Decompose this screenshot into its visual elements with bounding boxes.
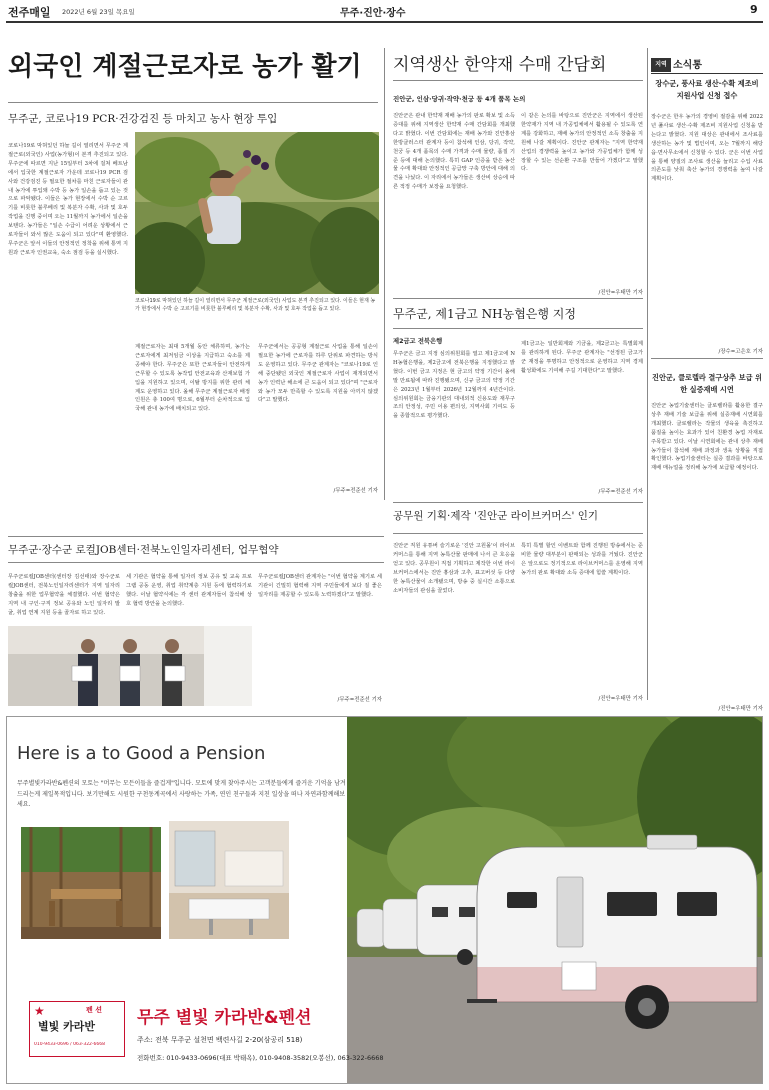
section-name: 무주·진안·장수 [340,8,406,19]
lead-headline: 외국인 계절근로자로 농가 활기 [8,52,362,82]
sidebar-tag: 지역 [651,58,671,72]
ad-deck-photo [21,827,161,939]
sidebar-title: 소식통 [673,60,702,71]
ad-business-name: 무주 별빛 카라반&펜션 [137,1008,312,1028]
job-col2: 세 기관은 협약을 통해 일자리 정보 공유 및 교육 프로그램 공동 운영, 취업 취약계층 지원 등에 협력하기로 했다. 이날 협약식에는 각 센터 관계자들이 참석해 상호 협력 방안을 논의했다. [126,574,252,607]
lead-subhead: 무주군, 코로나19 PCR·건강검진 등 마치고 농사 현장 투입 [8,113,278,125]
nh-col1: 무주군은 금고 지정 심의위원회를 열고 제1금고에 NH농협은행을, 제2금고에 전북은행을 지정했다고 밝혔다. 이번 금고 지정은 현 금고의 약정 기간이 올해 말 만료됨에 따라 진행됐으며, 신규 금고의 약정 기간은 2023년 1월부터 2026년 12월까지 4년간이다. 심의위원회는 금융기관의 대내외적 신용도와 재무구조의 안정성, 주민 이용 편의성, 지역사회 기여도 등을 종합적으로 평가했다. [393,351,515,420]
herbal-byline: /진안=우태만 기자 [598,290,643,296]
job-byline: /무주=전준선 기자 [337,697,382,703]
live-rule [393,533,643,534]
ad-logo-main: 별빛 카라반 [38,1020,95,1033]
newspaper-name: 전주매일 [8,6,51,19]
ad-logo-star-icon: ★ [34,1004,45,1018]
nh-byline: /무주=전준선 기자 [598,489,643,495]
sidebar-item-divider [651,358,763,359]
lead-col1: 코로나19로 막혀있던 하늘 길이 열리면서 무주군 계절근로(외국인) 사업(농가형)이 본격 추진되고 있다. 무주군에 따르면 지난 15일부터 3차에 걸쳐 베트남에서 입국한 계절근로자 가운데 코로나19 PCR 검사와 건강검진 등 필요한 절차를 마친 근로자들이 관내 농가에 투입돼 수박 등 농가 일손을 돕고 있는 것으로 파악됐다. 이들은 농가 현장에서 수박 순 고르기를 비롯한 블루베리 및 복분자 수확, 사과 및 호두 작업을 진행 중이며 오는 11월까지 농가에서 일손을 보탠다. 농가들은 "일손 수급이 어려운 상황에서 근로자들이 와서 많은 도움이 되고 있다"며 환영했다. 무주군은 앞서 이들의 안정적인 정착을 위해 통역 지원과 근로자 인권교육, 숙소 점검 등을 실시했다. [8,143,128,256]
job-top-rule [8,536,384,537]
ad-caravan-photo [347,717,763,1083]
ad-slogan: Here is a to Good a Pension [17,743,266,764]
ad-intro: 무주별빛카라반&펜션의 모토는 "머무는 모든이들을 즐겁게"입니다. 모토에 맞게 찾아주시는 고객분들에게 즐거운 기억을 남겨드리는게 제일목적입니다. 보기만해도 시원한 구천동계곡에서 사랑하는 가족, 연인 친구들과 지친 일상을 떠나 자연과함께해보세요. [17,780,346,808]
job-photo [8,626,252,706]
live-byline: /진안=우태만 기자 [598,696,643,702]
job-headline: 무주군·장수군 로컬JOB센터·전북노인일자리센터, 업무협약 [8,544,279,556]
masthead [0,0,769,22]
sidebar-item2-byline: /진안=우태만 기자 [718,706,763,712]
herbal-col1: 진안군은 관내 한약재 재배 농가의 판로 확보 및 소득 증대를 위해 지역생산 한약재 수매 간담회를 개최했다고 밝혔다. 이번 간담회에는 재배 농가와 진안홍삼한방클러스터 관계자 등이 참석해 인삼, 당귀, 작약, 천궁 등 4개 품목의 수매 가격과 수매 물량, 품질 기준 등에 대해 논의했다. 특히 GAP 인증을 받은 농산물 수매 확대와 안정적인 공급망 구축 방안에 대해 의견을 나눴다. 이 자리에서 농가들은 생산비 상승에 따른 적정 수매가 보장을 요청했다. [393,113,515,191]
nh-col2: 제1금고는 일반회계와 기금을, 제2금고는 특별회계를 관리하게 된다. 무주군 관계자는 "선정된 금고가 군 재정을 투명하고 안정적으로 운영하고 지역 경제 활성화에도 기여해 주길 기대한다"고 말했다. [521,341,643,374]
sidebar-item2-headline: 진안군, 클로렐라 결구상추 보급 위한 실증재배 시연 [652,373,762,394]
ad-phone: 전화번호: 010-9433-0696(대표 박태옥), 010-9408-3582(오봉선), 063-322-6668 [137,1054,384,1062]
lead-photo-caption: 코로나19로 막혀있던 하늘 길이 열리면서 무주군 계절근로(외국인) 사업도 본격 추진되고 있다. 이들은 현재 농가 현장에서 수박 순 고르기를 비롯한 블루베리 및 복분자 수확, 사과 및 호두 작업을 돕고 있다. [135,298,376,313]
herbal-rule [393,80,643,81]
live-col2: 특히 특별 할인 이벤트와 함께 진행된 방송에서는 준비한 물량 대부분이 판매되는 성과를 거뒀다. 진안군은 앞으로도 정기적으로 라이브커머스를 운영해 지역 농가의 판로 확대와 소득 증대에 힘쓸 계획이다. [521,543,643,576]
issue-date: 2022년 6월 23일 목요일 [62,8,135,16]
lead-col2: 계절근로자는 최대 5개월 동안 체류하며, 농가는 근로자에게 최저임금 이상을 지급하고 숙소를 제공해야 한다. 무주군은 또한 근로자들이 안전하게 근무할 수 있도록 농작업 안전교육과 산재보험 가입을 지원하고 있으며, 이탈 방지를 위한 관리 체계도 운영하고 있다. 올해 무주군 계절근로자 배정 인원은 총 100여 명으로, 6월부터 순차적으로 입국해 관내 농가에 배치되고 있다. [135,344,250,413]
job-col1: 무주군로컬JOB센터(센터장 김선태)와 장수군로컬JOB센터, 전북노인일자리센터가 지역 일자리 창출을 위한 업무협약을 체결했다. 이번 협약은 지역 내 구인·구직 정보 공유와 노인 일자리 발굴, 취업 연계 지원 등을 골자로 하고 있다. [8,574,120,616]
job-col3: 무주군로컬JOB센터 관계자는 "이번 협약을 계기로 세 기관이 긴밀히 협력해 지역 주민들에게 보다 질 좋은 일자리를 제공할 수 있도록 노력하겠다"고 말했다. [258,574,382,598]
lead-byline: /무주=전준선 기자 [333,488,378,494]
sidebar-item1-byline: /장수=고은호 기자 [718,349,763,355]
masthead-rule [6,21,763,23]
herbal-bottom-rule [393,298,643,299]
ad-logo-phone: 010-9433-0696 / 063-322-6668 [34,1042,105,1047]
nh-bottom-rule [393,502,643,503]
live-col1: 진안군 직원 유튜버 슬기로운 '진안 고원몰'이 라이브커머스를 통해 지역 농특산물 판매에 나서 큰 호응을 얻고 있다. 공무원이 직접 기획하고 제작한 이번 라이브커머스에서는 진안 홍삼과 고추, 표고버섯 등 다양한 농특산물이 소개됐으며, 방송 중 실시간 소통으로 소비자들의 관심을 끌었다. [393,543,515,594]
ad-logo-top: 펜 션 [86,1006,102,1014]
lead-col3: 무주군에서는 공공형 계절근로 사업을 통해 일손이 필요한 농가에 근로자를 하루 단위로 파견하는 방식도 운영하고 있다. 무주군 관계자는 "코로나19로 인해 중단됐던 외국인 계절근로자 사업이 재개되면서 농가 인력난 해소에 큰 도움이 되고 있다"며 "근로자와 농가 모두 만족할 수 있도록 지원을 아끼지 않겠다"고 말했다. [258,344,378,404]
col-divider-right [647,48,648,700]
nh-rule [393,328,643,329]
ad-interior-photo [169,821,289,939]
lead-photo [135,132,379,294]
herbal-col2: 이 같은 논의를 바탕으로 진안군은 지역에서 생산된 한약재가 지역 내 가공업체에서 활용될 수 있도록 연계를 강화하고, 재배 농가의 안정적인 소득 창출을 지원해 나갈 계획이다. 진안군 관계자는 "지역 한약재 산업의 경쟁력을 높이고 농가와 가공업체가 함께 성장할 수 있는 선순환 구조를 만들어 가겠다"고 말했다. [521,113,643,173]
herbal-headline: 지역생산 한약재 수매 간담회 [393,55,607,75]
live-headline: 공무원 기획·제작 '진안군 라이브커머스' 인기 [393,510,599,522]
job-rule [8,562,384,563]
lead-rule [8,102,378,103]
sidebar-item1-headline: 장수군, 풍사료 생산·수확 제조비 지원사업 신청 접수 [655,79,759,100]
col-divider-left [384,48,385,500]
sidebar-item2-body: 진안군 농업기술센터는 클로렐라를 활용한 결구상추 재배 기술 보급을 위해 실증재배 시연회를 개최했다. 클로렐라는 작물의 생육을 촉진하고 품질을 높이는 효과가 있어 친환경 농업 자재로 주목받고 있다. 이날 시연회에는 관내 상추 재배 농가들이 참석해 재배 과정과 생육 상황을 직접 확인했다. 농업기술센터는 실증 결과를 바탕으로 재배 매뉴얼을 정리해 농가에 보급할 예정이다. [651,403,763,472]
sidebar-item1-body: 장수군은 한우 농가의 경영비 절감을 위해 2022년 풀사료 생산·수확 제조비 지원사업 신청을 받는다고 밝혔다. 지원 대상은 관내에서 조사료를 생산하는 농가 및 법인이며, 오는 7월까지 해당 읍·면사무소에서 신청할 수 있다. 군은 이번 사업을 통해 양질의 조사료 생산을 늘리고 수입 사료 의존도를 낮춰 축산 농가의 경쟁력을 높여 나갈 계획이다. [651,114,763,183]
herbal-subhead: 진안군, 인삼·당귀·작약·천궁 등 4개 품목 논의 [393,95,526,103]
ad-logo [29,1001,125,1057]
page-number: 9 [750,3,758,16]
nh-headline: 무주군, 제1금고 NH농협은행 지정 [393,307,576,321]
ad-box [6,716,763,1084]
ad-address: 주소: 전북 무주군 설천면 백련사길 2-20(삼공리 518) [137,1036,303,1044]
nh-subhead: 제2금고 전북은행 [393,338,443,345]
sidebar-rule [651,73,763,74]
